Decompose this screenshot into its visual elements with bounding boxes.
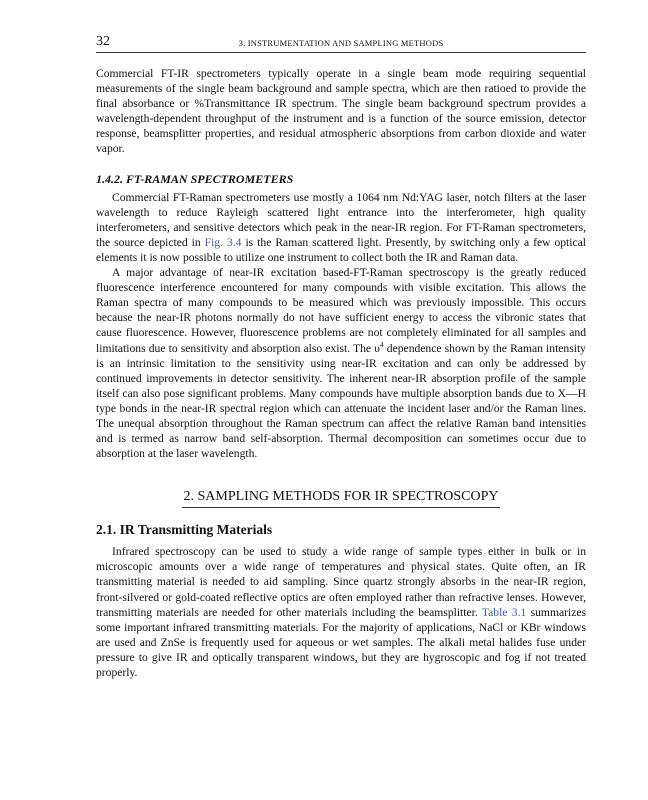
paragraph-text: summarizes some important infrared transmitting materials. For the majority of applications, NaCl or KBr windows are used and ZnSe is frequently used for aqueous or wet samples. The alkali metal halides fuse under pressure to give IR and optically transparent windows, but they are hygroscopic and fog if not treated properly.: [96, 605, 586, 679]
ft-raman-paragraph-2: [96, 265, 586, 461]
section-heading-text: 2. SAMPLING METHODS FOR IR SPECTROSCOPY: [182, 489, 499, 508]
ft-raman-paragraph-1: [96, 190, 586, 265]
figure-link[interactable]: Fig. 3.4: [204, 235, 242, 249]
paragraph-text: A major advantage of near-IR excitation based-FT-Raman spectroscopy is the greatly reduced fluorescence interference encountered for many compounds with visible excitation. This allows the Raman spectra of many compounds to be measured which was previously impossible. This occurs because the near-IR photons normally do not have sufficient energy to access the vibronic states that cause fluorescence. However, fluorescence problems are not completely eliminated for all samples and limitations due to sensitivity and absorption also exist. The υ: [96, 266, 586, 355]
page-number: 32: [96, 34, 110, 49]
table-link[interactable]: Table 3.1: [481, 605, 527, 619]
paragraph-text: is the Raman scattered light. Presently, by switching only a few optical elements it is now possible to utilize one instrument to collect both the IR and Raman data.: [96, 235, 586, 264]
subsection-heading-ft-raman: 1.4.2. FT-RAMAN SPECTROMETERS: [96, 171, 294, 186]
running-head: 3. INSTRUMENTATION AND SAMPLING METHODS: [238, 38, 444, 48]
section-heading-sampling-methods: [96, 487, 586, 507]
paragraph-text: Infrared spectroscopy can be used to study a wide range of sample types either in bulk or in microscopic amounts over a wide range of temperatures and physical states. Quite often, an IR transmitting material is needed to aid sampling. Since quartz strongly absorbs in the near-IR region, front-silvered or gold-coated reflective optics are often employed rather than refractive lenses. However, transmitting materials are needed for other materials including the beamsplitter.: [96, 545, 586, 619]
page-header: [96, 34, 586, 53]
subsection-heading-ir-materials: 2.1. IR Transmitting Materials: [96, 522, 273, 538]
paragraph-text: Commercial FT-Raman spectrometers use mostly a 1064 nm Nd:YAG laser, notch filters at the laser wavelength to reduce Rayleigh scattered light entrance into the interferometer, high quality interferometers, and sensitive detectors which peak in the near-IR region. For FT-Raman spectrometers, the source depicted in: [96, 190, 586, 249]
ir-materials-paragraph: [96, 544, 586, 680]
superscript: 4: [379, 339, 384, 349]
page-body: [96, 66, 586, 680]
paragraph-text: dependence shown by the Raman intensity is an intrinsic limitation to the sensitivity using near-IR excitation and can only be addressed by continued improvements in detector sensitivity. The inherent near-IR absorption profile of the sample itself can also pose significant problems. Many compounds have multiple absorption bands due to X—H type bonds in the near-IR spectral region which can attenuate the incident laser and/or the Raman lines. The unequal absorption throughout the Raman spectrum can affect the relative Raman band intensities and is termed as narrow band self-absorption. Thermal decomposition can sometimes occur due to absorption at the laser wavelength.: [96, 341, 586, 461]
intro-paragraph: Commercial FT-IR spectrometers typically operate in a single beam mode requiring sequential measurements of the single beam background and sample spectra, which are then ratioed to provide the final absorbance or %Transmittance IR spectrum. The single beam background spectrum provides a wavelength-dependent throughput of the instrument and is a function of the source emission, detector response, beamsplitter properties, and residual atmospheric absorptions from carbon dioxide and water vapor.: [96, 67, 586, 156]
